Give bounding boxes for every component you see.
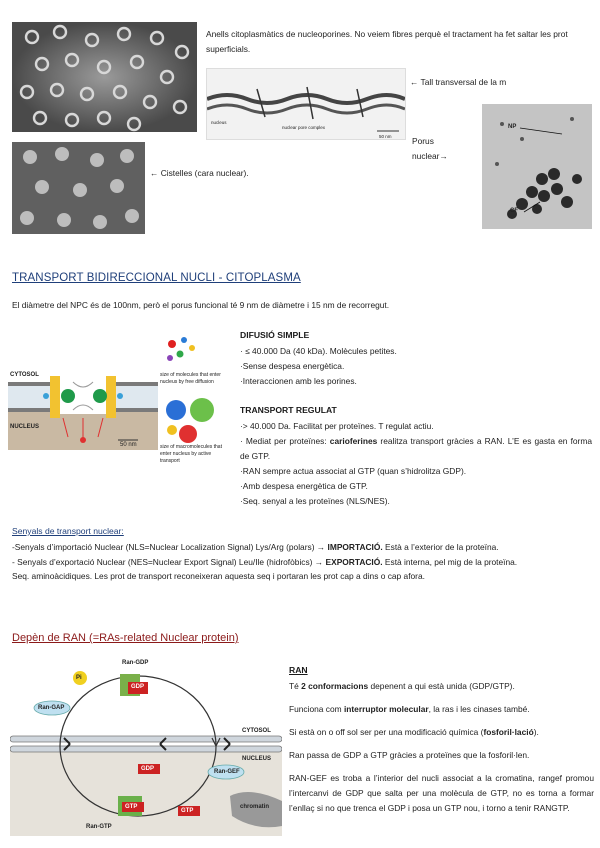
ran-p3-bold: fosforil·lació <box>483 727 534 737</box>
caption-nuclear-pore-line2: nuclear→ <box>412 151 448 161</box>
pi-label: Pi <box>76 675 82 681</box>
signal-export-bold: EXPORTACIÓ. <box>325 556 383 567</box>
signal-import-pre: -Senyals d’importació Nuclear (NLS=Nuclear Localization Signal) Lys/Arg (polars) → <box>12 542 328 552</box>
ran-p1-post: depenent a qui està unida (GDP/GTP). <box>368 681 515 691</box>
regulated-item: ·RAN sempre actua associat al GTP (quan s’hidrolitza GDP). <box>240 466 467 476</box>
micrograph-cross-section <box>206 68 406 140</box>
caption-cross-section: ← Tall transversal de la m <box>410 77 507 87</box>
ran-gap-label: Ran-GAP <box>38 705 65 711</box>
signal-sequence: Seq. aminoàcidiques. Les prot de transport reconeixeran aquesta seq i portaran les prot cap a dins o cap afora. <box>12 571 425 581</box>
diffusion-list <box>240 344 592 389</box>
regulated-item: ·> 40.000 Da. Facilitat per proteïnes. T regulat actiu. <box>240 421 434 431</box>
legend-active-transport: size of macromolecules that enter nucleus by active transport <box>160 444 222 464</box>
gdp-chip-mid: GDP <box>141 766 155 772</box>
regulated-title: TRANSPORT REGULAT <box>240 405 337 415</box>
nucleus-label-ran: NUCLEUS <box>242 756 272 762</box>
ran-p2 <box>289 702 594 717</box>
label-cf: CF <box>510 208 518 214</box>
gtp-chip-ran: GTP <box>125 804 138 810</box>
ran-p1-bold: 2 conformacions <box>301 681 369 691</box>
nuclear-pore-image <box>482 104 592 229</box>
regulated-list <box>240 419 592 509</box>
diagram-scale-label: 50 nm <box>120 442 137 448</box>
regulated-mediated-post: realitza transport gràcies a RAN. L’E es gasta en forma de GTP. <box>240 436 592 461</box>
ran-p2-post: , la ras i les cinases també. <box>428 704 530 714</box>
signal-import <box>12 540 594 555</box>
regulated-item: ·Seq. senyal a les proteïnes (NLS/NES). <box>240 496 390 506</box>
ran-gdp-label: Ran-GDP <box>122 660 149 666</box>
caption-nuclear-pore-line1: Porus <box>412 136 434 146</box>
ran-p3-pre: Si està on o off sol ser per una modificació química ( <box>289 727 484 737</box>
diffusion-title: DIFUSIÓ SIMPLE <box>240 330 310 340</box>
ran-p2-pre: Funciona com <box>289 704 344 714</box>
ran-gef-label: Ran-GEF <box>214 769 240 775</box>
signal-export-post: Està interna, pel mig de la proteïna. <box>382 556 518 567</box>
transport-intro: El diàmetre del NPC és de 100nm, però el porus funcional té 9 nm de diàmetre i 15 nm de recorregut. <box>12 300 390 310</box>
transport-heading: TRANSPORT BIDIRECCIONAL NUCLI - CITOPLASMA <box>12 272 301 284</box>
ran-text <box>289 679 594 816</box>
caption-cytoplasmic-rings: Anells citoplasmàtics de nucleoporines. No veiem fibres perquè el tractament ha fet saltar les prot superficials. <box>206 29 568 54</box>
label-np: NP <box>508 124 517 130</box>
baskets-image <box>12 142 145 234</box>
signals-block <box>12 540 594 584</box>
diffusion-item: · ≤ 40.000 Da (40 kDa). Molècules petites. <box>240 346 397 356</box>
cross-section-scale: 50 nm <box>379 134 392 139</box>
caption-baskets: ← Cistelles (cara nuclear). <box>150 168 249 178</box>
diagram-nucleus-label: NUCLEUS <box>10 424 40 430</box>
nuclear-pore-diagram <box>8 362 158 450</box>
ran-p3 <box>289 725 594 740</box>
ran-cycle-diagram <box>10 656 282 836</box>
cross-section-label-pore: nuclear pore complex <box>282 125 326 130</box>
diffusion-item: ·Interaccionen amb les porines. <box>240 376 357 386</box>
ran-p4: Ran passa de GDP a GTP gràcies a proteïnes que la fosforil·len. <box>289 750 530 760</box>
regulated-mediated-pre: · Mediat per proteïnes: <box>240 436 330 446</box>
molecule-size-legend <box>158 332 236 482</box>
diagram-cytosol-label: CYTOSOL <box>10 372 39 378</box>
micrograph-nuclear-pore <box>482 104 592 229</box>
ran-title: RAN <box>289 665 308 675</box>
gtp-chip-free: GTP <box>181 808 194 814</box>
ran-p5: RAN-GEF es troba a l’interior del nucli associat a la cromatina, rangef promou l’intercanvi de GDP que salta per una molècula de GTP, no es torna a formar l’enllaç si no que trenca el GDP i posa un GTP nou, i torno a tenir RANGTP. <box>289 773 594 813</box>
regulated-item-mediated <box>240 434 592 464</box>
signal-export-pre: - Senyals d’exportació Nuclear (NES=Nuclear Export Signal) Leu/Ile (hidrofòbics) → <box>12 556 326 567</box>
ran-p1 <box>289 679 594 694</box>
ran-p2-bold: interruptor molecular <box>343 704 429 714</box>
micrograph-cytoplasmic-rings <box>12 22 197 132</box>
ran-heading: Depèn de RAN (=RAs-related Nuclear protein) <box>12 632 239 644</box>
signal-import-bold: IMPORTACIÓ. <box>327 542 383 552</box>
ran-p1-pre: Té <box>289 681 302 691</box>
ran-p3-post: ). <box>533 727 539 737</box>
micrograph-baskets <box>12 142 145 234</box>
ran-gtp-label: Ran-GTP <box>86 824 112 830</box>
micrograph-rings-image <box>12 22 197 132</box>
chromatin-label: chromatin <box>240 804 270 810</box>
legend-free-diffusion: size of molecules that enter nucleus by free diffusion <box>160 372 221 385</box>
signals-heading: Senyals de transport nuclear: <box>12 526 124 536</box>
cytosol-label-ran: CYTOSOL <box>242 728 271 734</box>
diffusion-item: ·Sense despesa energètica. <box>240 361 345 371</box>
signal-export <box>12 555 594 570</box>
cross-section-label-nucleus: nucleus <box>211 120 227 125</box>
regulated-mediated-bold: carioferines <box>329 436 378 446</box>
gdp-chip-top: GDP <box>131 684 145 690</box>
caption-nuclear-pore <box>412 134 448 164</box>
regulated-item: ·Amb despesa energètica de GTP. <box>240 481 368 491</box>
signal-import-post: Està a l’exterior de la proteïna. <box>382 542 499 552</box>
